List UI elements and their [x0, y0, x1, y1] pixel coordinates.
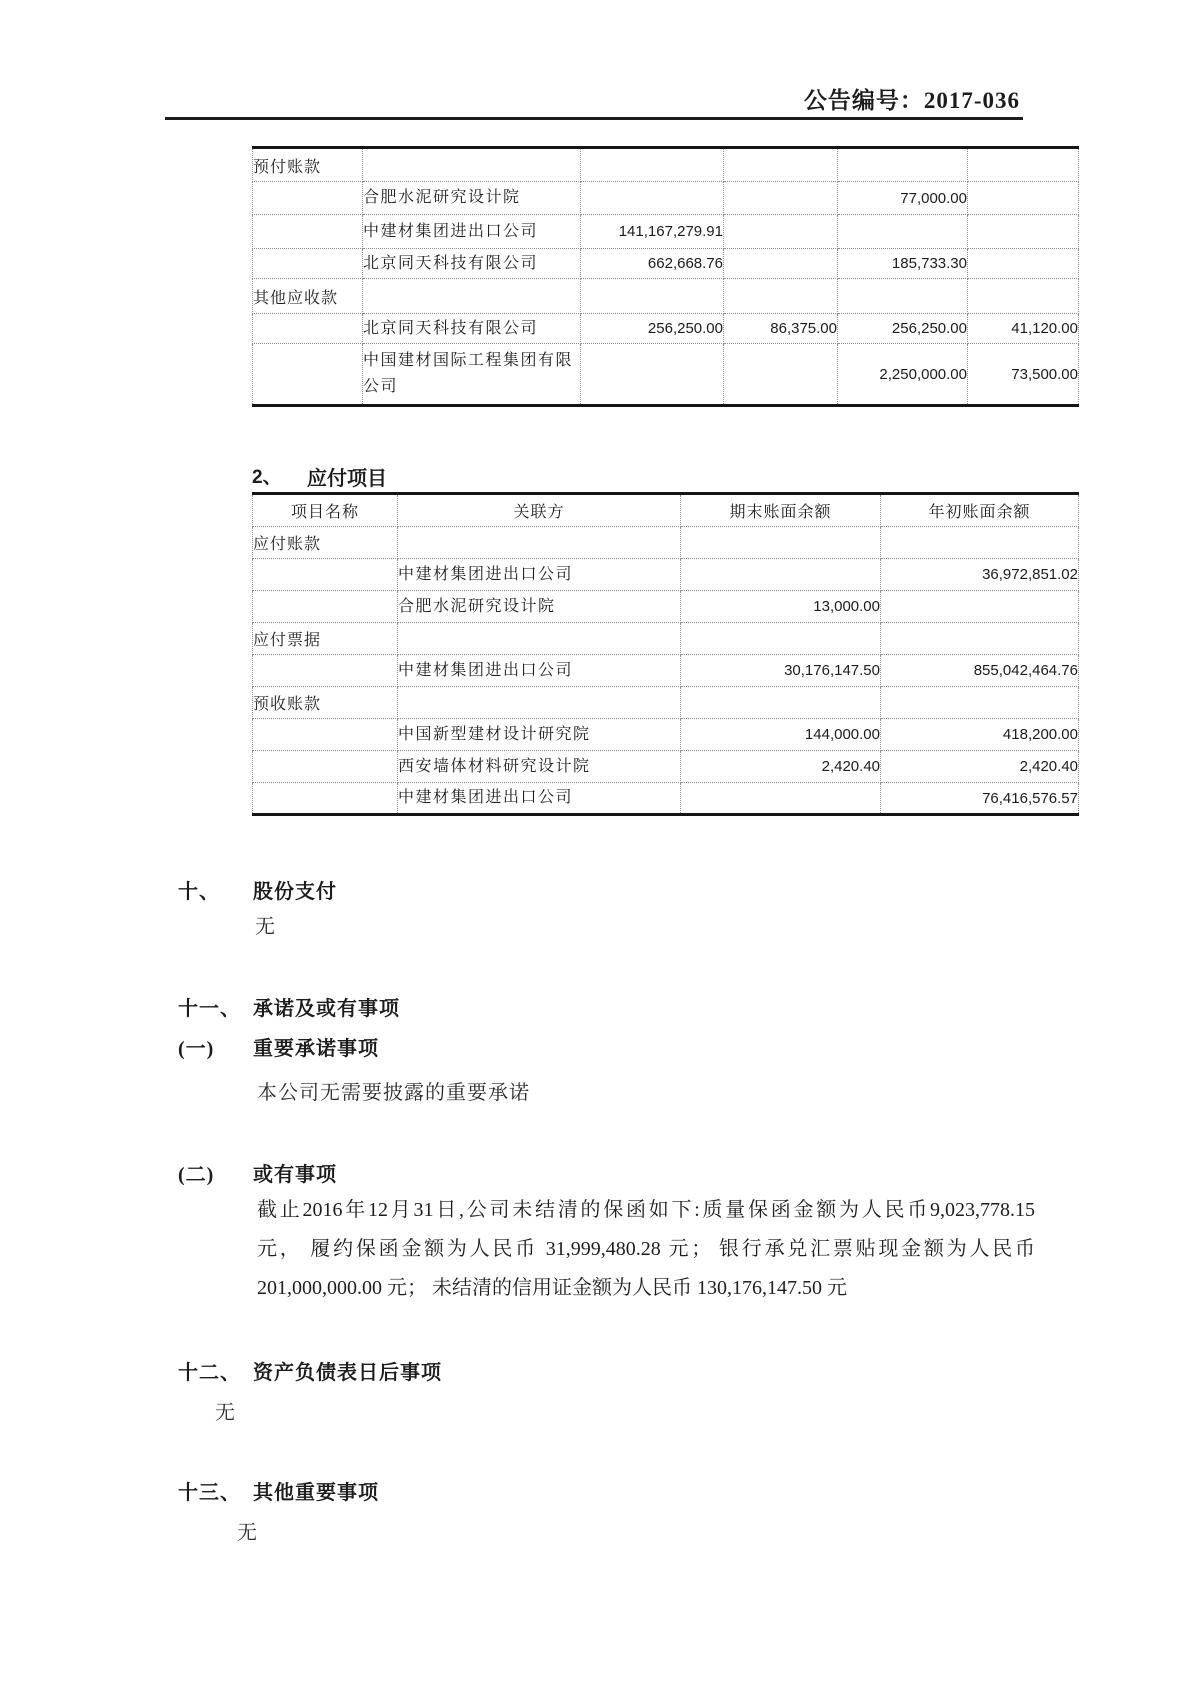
- section-13-body: 无: [237, 1522, 258, 1544]
- table-cell: 中国建材国际工程集团有限公司: [363, 344, 581, 406]
- section-number: 十二、: [178, 1362, 241, 1384]
- table-cell: 其他应收款: [253, 279, 363, 314]
- section-11-heading: [178, 992, 400, 1021]
- column-header: 项目名称: [253, 494, 398, 527]
- table-cell: [253, 719, 398, 751]
- table-cell: 144,000.00: [681, 719, 881, 751]
- section-number: (二): [178, 1164, 215, 1186]
- table-cell: 应付票据: [253, 623, 398, 655]
- table-cell: [681, 783, 881, 815]
- table-cell: 855,042,464.76: [881, 655, 1079, 687]
- table-cell: [681, 559, 881, 591]
- table-row: [253, 344, 1079, 406]
- section-title: 股份支付: [253, 881, 337, 903]
- table-cell: [253, 751, 398, 783]
- table-cell: 36,972,851.02: [881, 559, 1079, 591]
- section-number: 2、: [252, 467, 282, 488]
- table-cell: 256,250.00: [838, 314, 968, 344]
- table-cell: 256,250.00: [581, 314, 724, 344]
- table-cell: [681, 687, 881, 719]
- table-cell: [968, 279, 1079, 314]
- section-number: 十一、: [178, 998, 241, 1020]
- contingency-paragraph: [257, 1191, 1035, 1308]
- section-title: 承诺及或有事项: [253, 998, 400, 1020]
- table-cell: [398, 623, 681, 655]
- table-cell: [968, 215, 1079, 249]
- table-cell: [253, 783, 398, 815]
- table-cell: 北京同天科技有限公司: [363, 314, 581, 344]
- section-11-1-heading: [178, 1032, 379, 1061]
- table-row: [253, 655, 1079, 687]
- prepayments-table: [252, 146, 1079, 407]
- header-rule: [165, 117, 1023, 120]
- section-number: 十三、: [178, 1482, 241, 1504]
- table-cell: 应付账款: [253, 527, 398, 559]
- table-cell: [581, 279, 724, 314]
- table-cell: 北京同天科技有限公司: [363, 249, 581, 279]
- table-row: [253, 215, 1079, 249]
- column-header: 关联方: [398, 494, 681, 527]
- table-cell: [881, 527, 1079, 559]
- table-cell: 中建材集团进出口公司: [363, 215, 581, 249]
- table-cell: 预付账款: [253, 148, 363, 182]
- table-row: [253, 687, 1079, 719]
- section-title: 其他重要事项: [253, 1482, 379, 1504]
- paragraph-line: 201,000,000.00 元； 未结清的信用证金额为人民币 130,176,147.50 元: [257, 1277, 847, 1299]
- table-cell: [724, 182, 838, 215]
- table-row: [253, 783, 1079, 815]
- table-cell: [253, 215, 363, 249]
- table-cell: 2,420.40: [681, 751, 881, 783]
- table-cell: [838, 148, 968, 182]
- table-cell: [581, 344, 724, 406]
- table-cell: [838, 215, 968, 249]
- section-2-heading: [252, 462, 387, 491]
- section-number: (一): [178, 1038, 215, 1060]
- table-cell: 中建材集团进出口公司: [398, 783, 681, 815]
- table-row: [253, 591, 1079, 623]
- table-cell: [681, 527, 881, 559]
- table-cell: [724, 249, 838, 279]
- table-row: [253, 527, 1079, 559]
- column-header: 期末账面余额: [681, 494, 881, 527]
- paragraph-line: 截止2016年12月31日,公司未结清的保函如下:质量保函金额为人民币9,023,778.15: [257, 1199, 1035, 1221]
- table-cell: 合肥水泥研究设计院: [398, 591, 681, 623]
- table-cell: 预收账款: [253, 687, 398, 719]
- table-cell: [968, 182, 1079, 215]
- table-cell: [724, 344, 838, 406]
- doc-number: 公告编号：2017-036: [803, 88, 1020, 113]
- section-number: 十、: [178, 881, 220, 903]
- table-cell: 2,420.40: [881, 751, 1079, 783]
- table-cell: [881, 623, 1079, 655]
- table-cell: 77,000.00: [838, 182, 968, 215]
- table-cell: [253, 182, 363, 215]
- table-cell: [968, 249, 1079, 279]
- table-cell: 2,250,000.00: [838, 344, 968, 406]
- table-cell: [838, 279, 968, 314]
- section-10-heading: [178, 875, 337, 904]
- table-cell: [253, 249, 363, 279]
- payables-table-wrap: [252, 492, 1079, 816]
- table-cell: [581, 182, 724, 215]
- table-cell: 76,416,576.57: [881, 783, 1079, 815]
- table-row: [253, 559, 1079, 591]
- section-12-heading: [178, 1356, 442, 1385]
- table-cell: 141,167,279.91: [581, 215, 724, 249]
- table-cell: [253, 314, 363, 344]
- table-cell: 185,733.30: [838, 249, 968, 279]
- table-cell: [681, 623, 881, 655]
- section-title: 应付项目: [307, 468, 387, 490]
- table-cell: 30,176,147.50: [681, 655, 881, 687]
- table-row: [253, 148, 1079, 182]
- table-cell: 中国新型建材设计研究院: [398, 719, 681, 751]
- table-cell: 418,200.00: [881, 719, 1079, 751]
- table-row: [253, 719, 1079, 751]
- table-cell: 合肥水泥研究设计院: [363, 182, 581, 215]
- table-cell: 41,120.00: [968, 314, 1079, 344]
- table-cell: [363, 279, 581, 314]
- table-cell: [724, 215, 838, 249]
- table-cell: [253, 655, 398, 687]
- payables-table: [252, 492, 1079, 816]
- table-cell: [724, 279, 838, 314]
- prepayments-table-wrap: [252, 146, 1079, 407]
- table-cell: 中建材集团进出口公司: [398, 559, 681, 591]
- table-cell: 73,500.00: [968, 344, 1079, 406]
- table-header-row: [253, 494, 1079, 527]
- table-cell: [724, 148, 838, 182]
- table-cell: [881, 591, 1079, 623]
- table-cell: [968, 148, 1079, 182]
- table-cell: [398, 687, 681, 719]
- section-11-2-heading: [178, 1158, 337, 1187]
- table-cell: 西安墙体材料研究设计院: [398, 751, 681, 783]
- table-cell: 中建材集团进出口公司: [398, 655, 681, 687]
- table-cell: [253, 344, 363, 406]
- section-title: 重要承诺事项: [253, 1038, 379, 1060]
- table-row: [253, 249, 1079, 279]
- table-row: [253, 314, 1079, 344]
- section-13-heading: [178, 1476, 379, 1505]
- table-cell: [581, 148, 724, 182]
- table-cell: 662,668.76: [581, 249, 724, 279]
- table-cell: [881, 687, 1079, 719]
- table-cell: [398, 527, 681, 559]
- table-cell: 13,000.00: [681, 591, 881, 623]
- column-header: 年初账面余额: [881, 494, 1079, 527]
- table-cell: 86,375.00: [724, 314, 838, 344]
- table-cell: [253, 591, 398, 623]
- section-10-body: 无: [255, 916, 276, 938]
- section-title: 或有事项: [253, 1164, 337, 1186]
- table-cell: [253, 559, 398, 591]
- paragraph-line: 元， 履约保函金额为人民币 31,999,480.28 元； 银行承兑汇票贴现金额为人民币: [257, 1238, 1035, 1260]
- section-11-1-body: 本公司无需要披露的重要承诺: [257, 1082, 530, 1104]
- table-cell: [363, 148, 581, 182]
- table-row: [253, 279, 1079, 314]
- table-row: [253, 182, 1079, 215]
- table-row: [253, 623, 1079, 655]
- section-title: 资产负债表日后事项: [253, 1362, 442, 1384]
- section-12-body: 无: [215, 1402, 236, 1424]
- table-row: [253, 751, 1079, 783]
